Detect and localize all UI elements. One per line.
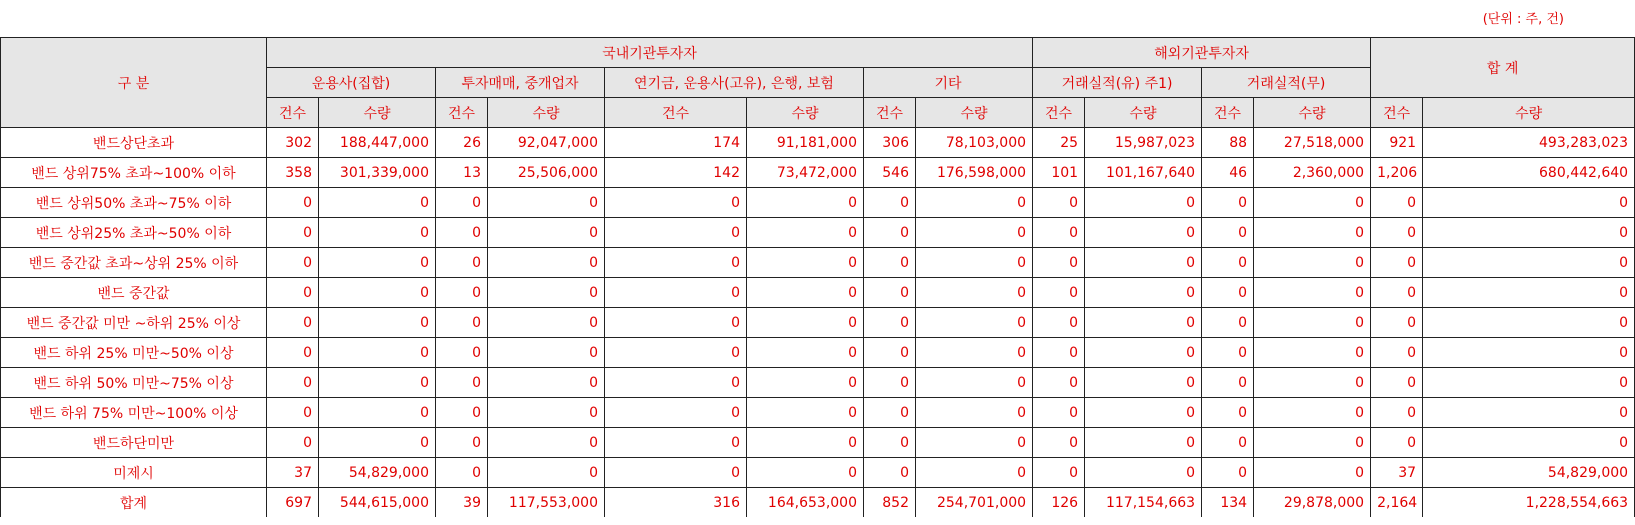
count-cell: 0: [267, 428, 319, 458]
count-cell: 0: [1033, 188, 1085, 218]
count-cell: 0: [436, 248, 488, 278]
quantity-cell: 0: [1254, 188, 1371, 218]
count-cell: 0: [1202, 368, 1254, 398]
row-label: 밴드 중간값 미만 ~하위 25% 이상: [1, 308, 267, 338]
quantity-cell: 0: [747, 308, 864, 338]
subheader-quantity: 수량: [1423, 98, 1635, 128]
subheader-count: 건수: [436, 98, 488, 128]
count-cell: 0: [267, 188, 319, 218]
quantity-cell: 176,598,000: [916, 158, 1033, 188]
quantity-cell: 0: [1085, 308, 1202, 338]
count-cell: 0: [436, 338, 488, 368]
count-cell: 0: [605, 368, 747, 398]
count-cell: 0: [605, 218, 747, 248]
count-cell: 126: [1033, 488, 1085, 518]
count-cell: 0: [864, 248, 916, 278]
table-row: [1, 308, 1635, 338]
quantity-cell: 0: [916, 368, 1033, 398]
header-group-asset-manager: 운용사(집합): [267, 68, 436, 98]
quantity-cell: 25,506,000: [488, 158, 605, 188]
count-cell: 306: [864, 128, 916, 158]
quantity-cell: 0: [747, 458, 864, 488]
count-cell: 0: [1033, 428, 1085, 458]
quantity-cell: 254,701,000: [916, 488, 1033, 518]
subheader-count: 건수: [1202, 98, 1254, 128]
table-row: [1, 368, 1635, 398]
count-cell: 26: [436, 128, 488, 158]
quantity-cell: 0: [1254, 308, 1371, 338]
quantity-cell: 0: [319, 218, 436, 248]
count-cell: 0: [864, 398, 916, 428]
row-label: 밴드 상위25% 초과~50% 이하: [1, 218, 267, 248]
row-label: 밴드상단초과: [1, 128, 267, 158]
quantity-cell: 0: [1254, 398, 1371, 428]
table-row: [1, 428, 1635, 458]
count-cell: 0: [1202, 278, 1254, 308]
count-cell: 316: [605, 488, 747, 518]
row-label: 미제시: [1, 458, 267, 488]
quantity-cell: 27,518,000: [1254, 128, 1371, 158]
count-cell: 0: [605, 398, 747, 428]
quantity-cell: 0: [1423, 308, 1635, 338]
quantity-cell: 0: [747, 188, 864, 218]
count-cell: 0: [864, 428, 916, 458]
subheader-quantity: 수량: [319, 98, 436, 128]
count-cell: 39: [436, 488, 488, 518]
count-cell: 0: [1202, 248, 1254, 278]
count-cell: 0: [436, 218, 488, 248]
quantity-cell: 1,228,554,663: [1423, 488, 1635, 518]
count-cell: 174: [605, 128, 747, 158]
header-foreign: 해외기관투자자: [1033, 38, 1371, 68]
table-row: [1, 248, 1635, 278]
count-cell: 0: [864, 218, 916, 248]
count-cell: 0: [1202, 458, 1254, 488]
count-cell: 0: [605, 458, 747, 488]
count-cell: 0: [1202, 338, 1254, 368]
header-group-foreign-no-record: 거래실적(무): [1202, 68, 1371, 98]
count-cell: 0: [1033, 368, 1085, 398]
quantity-cell: 0: [747, 338, 864, 368]
table-row: [1, 188, 1635, 218]
count-cell: 46: [1202, 158, 1254, 188]
count-cell: 0: [1371, 428, 1423, 458]
quantity-cell: 0: [916, 398, 1033, 428]
quantity-cell: 0: [1254, 368, 1371, 398]
count-cell: 0: [267, 248, 319, 278]
table-row: [1, 338, 1635, 368]
count-cell: 0: [1033, 398, 1085, 428]
quantity-cell: 0: [1423, 428, 1635, 458]
table-row: [1, 398, 1635, 428]
count-cell: 0: [1371, 368, 1423, 398]
quantity-cell: 0: [488, 338, 605, 368]
quantity-cell: 0: [747, 398, 864, 428]
count-cell: 0: [605, 338, 747, 368]
table-row: [1, 488, 1635, 518]
count-cell: 0: [605, 278, 747, 308]
quantity-cell: 0: [1085, 428, 1202, 458]
quantity-cell: 301,339,000: [319, 158, 436, 188]
subheader-count: 건수: [864, 98, 916, 128]
count-cell: 546: [864, 158, 916, 188]
count-cell: 0: [864, 368, 916, 398]
row-label: 밴드 상위75% 초과~100% 이하: [1, 158, 267, 188]
count-cell: 0: [267, 278, 319, 308]
quantity-cell: 0: [488, 188, 605, 218]
quantity-cell: 493,283,023: [1423, 128, 1635, 158]
count-cell: 0: [1371, 308, 1423, 338]
count-cell: 0: [605, 308, 747, 338]
row-label: 밴드 중간값: [1, 278, 267, 308]
quantity-cell: 0: [747, 248, 864, 278]
header-group-pension-bank-insurance: 연기금, 운용사(고유), 은행, 보험: [605, 68, 864, 98]
count-cell: 101: [1033, 158, 1085, 188]
subheader-count: 건수: [267, 98, 319, 128]
subheader-quantity: 수량: [488, 98, 605, 128]
count-cell: 0: [1371, 338, 1423, 368]
count-cell: 302: [267, 128, 319, 158]
quantity-cell: 0: [916, 458, 1033, 488]
count-cell: 0: [1371, 398, 1423, 428]
quantity-cell: 0: [1085, 458, 1202, 488]
count-cell: 0: [267, 218, 319, 248]
quantity-cell: 0: [1254, 278, 1371, 308]
count-cell: 697: [267, 488, 319, 518]
count-cell: 13: [436, 158, 488, 188]
quantity-cell: 0: [1423, 188, 1635, 218]
quantity-cell: 0: [319, 248, 436, 278]
quantity-cell: 164,653,000: [747, 488, 864, 518]
count-cell: 0: [1371, 218, 1423, 248]
subheader-count: 건수: [1033, 98, 1085, 128]
quantity-cell: 0: [1085, 188, 1202, 218]
quantity-cell: 0: [488, 308, 605, 338]
count-cell: 0: [1033, 218, 1085, 248]
count-cell: 0: [605, 428, 747, 458]
quantity-cell: 0: [747, 218, 864, 248]
row-label: 밴드 중간값 초과~상위 25% 이하: [1, 248, 267, 278]
count-cell: 0: [864, 278, 916, 308]
table-row: [1, 278, 1635, 308]
quantity-cell: 0: [488, 218, 605, 248]
quantity-cell: 0: [1085, 218, 1202, 248]
quantity-cell: 0: [916, 278, 1033, 308]
count-cell: 25: [1033, 128, 1085, 158]
count-cell: 0: [436, 308, 488, 338]
count-cell: 0: [1033, 458, 1085, 488]
quantity-cell: 0: [916, 308, 1033, 338]
quantity-cell: 0: [488, 458, 605, 488]
header-group-foreign-with-record: 거래실적(유) 주1): [1033, 68, 1202, 98]
quantity-cell: 0: [1254, 218, 1371, 248]
quantity-cell: 0: [1085, 278, 1202, 308]
table-row: [1, 218, 1635, 248]
quantity-cell: 0: [319, 338, 436, 368]
count-cell: 0: [267, 368, 319, 398]
quantity-cell: 0: [747, 278, 864, 308]
count-cell: 142: [605, 158, 747, 188]
table-row: [1, 458, 1635, 488]
quantity-cell: 0: [1085, 398, 1202, 428]
subheader-quantity: 수량: [747, 98, 864, 128]
quantity-cell: 78,103,000: [916, 128, 1033, 158]
quantity-cell: 92,047,000: [488, 128, 605, 158]
quantity-cell: 0: [1423, 248, 1635, 278]
count-cell: 0: [1371, 188, 1423, 218]
count-cell: 0: [1371, 278, 1423, 308]
count-cell: 0: [436, 398, 488, 428]
quantity-cell: 73,472,000: [747, 158, 864, 188]
count-cell: 0: [267, 338, 319, 368]
header-group-other: 기타: [864, 68, 1033, 98]
count-cell: 0: [1033, 308, 1085, 338]
row-label: 밴드 하위 50% 미만~75% 이상: [1, 368, 267, 398]
quantity-cell: 0: [1085, 338, 1202, 368]
quantity-cell: 0: [747, 368, 864, 398]
quantity-cell: 0: [488, 278, 605, 308]
table-row: [1, 158, 1635, 188]
count-cell: 37: [1371, 458, 1423, 488]
count-cell: 0: [864, 338, 916, 368]
count-cell: 0: [267, 308, 319, 338]
row-label: 밴드 상위50% 초과~75% 이하: [1, 188, 267, 218]
count-cell: 0: [864, 308, 916, 338]
subheader-quantity: 수량: [1085, 98, 1202, 128]
quantity-cell: 0: [1085, 248, 1202, 278]
count-cell: 0: [436, 428, 488, 458]
quantity-cell: 29,878,000: [1254, 488, 1371, 518]
quantity-cell: 101,167,640: [1085, 158, 1202, 188]
quantity-cell: 54,829,000: [1423, 458, 1635, 488]
subheader-quantity: 수량: [916, 98, 1033, 128]
quantity-cell: 680,442,640: [1423, 158, 1635, 188]
quantity-cell: 0: [1254, 428, 1371, 458]
count-cell: 2,164: [1371, 488, 1423, 518]
demand-forecast-table: [0, 37, 1635, 517]
quantity-cell: 0: [916, 248, 1033, 278]
count-cell: 921: [1371, 128, 1423, 158]
quantity-cell: 0: [319, 428, 436, 458]
quantity-cell: 0: [1254, 458, 1371, 488]
subheader-count: 건수: [605, 98, 747, 128]
count-cell: 0: [1202, 308, 1254, 338]
quantity-cell: 544,615,000: [319, 488, 436, 518]
quantity-cell: 0: [1423, 338, 1635, 368]
quantity-cell: 0: [319, 398, 436, 428]
count-cell: 0: [1033, 278, 1085, 308]
count-cell: 0: [864, 188, 916, 218]
count-cell: 0: [267, 398, 319, 428]
quantity-cell: 0: [488, 248, 605, 278]
count-cell: 1,206: [1371, 158, 1423, 188]
quantity-cell: 117,154,663: [1085, 488, 1202, 518]
quantity-cell: 0: [916, 428, 1033, 458]
header-category: 구 분: [1, 38, 267, 128]
count-cell: 0: [1202, 428, 1254, 458]
quantity-cell: 0: [916, 218, 1033, 248]
quantity-cell: 0: [319, 278, 436, 308]
row-label: 밴드하단미만: [1, 428, 267, 458]
quantity-cell: 91,181,000: [747, 128, 864, 158]
quantity-cell: 0: [1423, 368, 1635, 398]
quantity-cell: 0: [916, 338, 1033, 368]
count-cell: 88: [1202, 128, 1254, 158]
quantity-cell: 0: [747, 428, 864, 458]
count-cell: 0: [1202, 188, 1254, 218]
row-label: 밴드 하위 75% 미만~100% 이상: [1, 398, 267, 428]
count-cell: 134: [1202, 488, 1254, 518]
quantity-cell: 0: [319, 368, 436, 398]
subheader-count: 건수: [1371, 98, 1423, 128]
quantity-cell: 0: [1423, 278, 1635, 308]
unit-note: (단위 : 주, 건): [1482, 12, 1564, 27]
quantity-cell: 0: [1254, 338, 1371, 368]
quantity-cell: 54,829,000: [319, 458, 436, 488]
quantity-cell: 0: [1423, 218, 1635, 248]
count-cell: 37: [267, 458, 319, 488]
count-cell: 0: [1033, 248, 1085, 278]
quantity-cell: 0: [1423, 398, 1635, 428]
row-label: 합계: [1, 488, 267, 518]
quantity-cell: 0: [1254, 248, 1371, 278]
quantity-cell: 0: [319, 188, 436, 218]
quantity-cell: 188,447,000: [319, 128, 436, 158]
quantity-cell: 0: [488, 398, 605, 428]
count-cell: 0: [1202, 218, 1254, 248]
count-cell: 0: [864, 458, 916, 488]
count-cell: 0: [605, 248, 747, 278]
quantity-cell: 0: [488, 368, 605, 398]
count-cell: 0: [1202, 398, 1254, 428]
count-cell: 0: [436, 368, 488, 398]
quantity-cell: 0: [1085, 368, 1202, 398]
count-cell: 358: [267, 158, 319, 188]
header-total: 합 계: [1371, 38, 1635, 98]
row-label: 밴드 하위 25% 미만~50% 이상: [1, 338, 267, 368]
count-cell: 0: [605, 188, 747, 218]
header-group-broker: 투자매매, 중개업자: [436, 68, 605, 98]
count-cell: 0: [436, 188, 488, 218]
table-row: [1, 128, 1635, 158]
quantity-cell: 15,987,023: [1085, 128, 1202, 158]
count-cell: 0: [436, 458, 488, 488]
count-cell: 852: [864, 488, 916, 518]
quantity-cell: 2,360,000: [1254, 158, 1371, 188]
quantity-cell: 117,553,000: [488, 488, 605, 518]
count-cell: 0: [1033, 338, 1085, 368]
subheader-quantity: 수량: [1254, 98, 1371, 128]
quantity-cell: 0: [319, 308, 436, 338]
count-cell: 0: [1371, 248, 1423, 278]
count-cell: 0: [436, 278, 488, 308]
quantity-cell: 0: [488, 428, 605, 458]
quantity-cell: 0: [916, 188, 1033, 218]
header-domestic: 국내기관투자자: [267, 38, 1033, 68]
